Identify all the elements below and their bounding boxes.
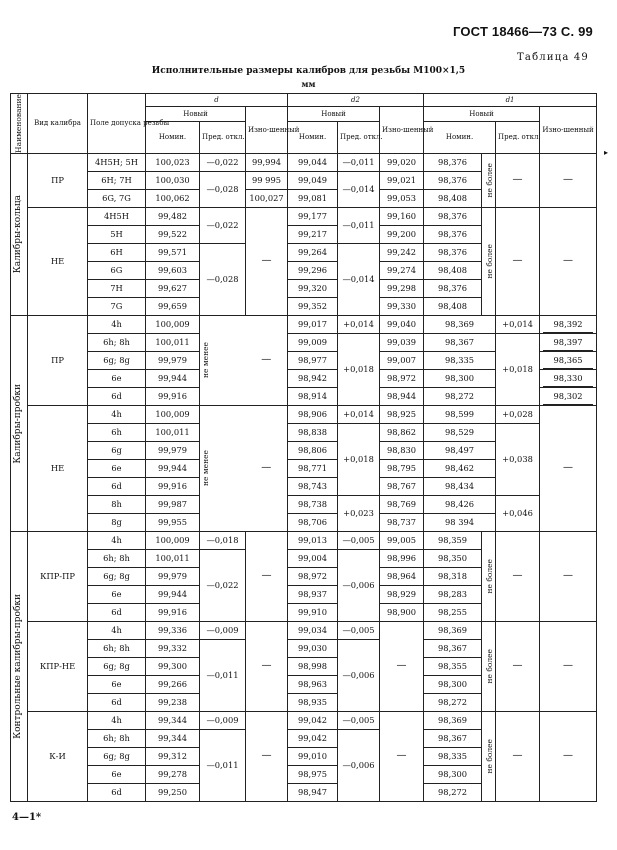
table-cell: —0,006 — [338, 549, 380, 621]
table-cell: 6G — [88, 261, 146, 279]
table-cell: — — [246, 405, 288, 531]
table-cell: 99,217 — [288, 225, 338, 243]
table-cell: 99,944 — [146, 585, 200, 603]
table-cell: 98,335 — [424, 351, 496, 369]
table-cell — [540, 369, 597, 387]
table-title: Исполнительные размеры калибров для резьбы М100×1,5 — [151, 66, 466, 76]
table-cell: 6е — [88, 459, 146, 477]
table-cell: 98,963 — [288, 675, 338, 693]
table-cell: 99,053 — [380, 189, 424, 207]
table-cell: 6g; 8g — [88, 657, 146, 675]
table-cell — [482, 207, 496, 315]
table-cell: Номин. — [288, 121, 338, 153]
table-cell: 100,011 — [146, 549, 200, 567]
cell-text: Контрольные калибры-пробки — [13, 594, 23, 739]
table-cell: 99,278 — [146, 765, 200, 783]
table-row — [11, 531, 597, 549]
table-cell: — — [380, 711, 424, 801]
table-cell: 100,062 — [146, 189, 200, 207]
table-cell: 99,160 — [380, 207, 424, 225]
table-cell: 98,977 — [288, 351, 338, 369]
table-cell: 99,266 — [146, 675, 200, 693]
table-cell: 8g — [88, 513, 146, 531]
table-cell: 6d — [88, 783, 146, 801]
table-cell: —0,018 — [200, 531, 246, 549]
table-cell: 99,004 — [288, 549, 338, 567]
table-cell: ПР — [28, 153, 88, 207]
table-cell: 98,929 — [380, 585, 424, 603]
table-cell: 99,344 — [146, 711, 200, 729]
table-cell: —0,005 — [338, 711, 380, 729]
table-cell: 4h — [88, 711, 146, 729]
table-cell: 100,011 — [146, 333, 200, 351]
table-cell: 5Н — [88, 225, 146, 243]
table-cell: 6g; 8g — [88, 747, 146, 765]
table-cell: 99,042 — [288, 711, 338, 729]
cell-text: не более — [485, 739, 495, 774]
table-cell: 98,795 — [380, 459, 424, 477]
table-cell — [482, 621, 496, 711]
table-cell: 99,344 — [146, 729, 200, 747]
table-cell: 99,042 — [288, 729, 338, 747]
table-cell: Номин. — [424, 121, 496, 153]
table-cell: 98,972 — [380, 369, 424, 387]
table-cell: 98,272 — [424, 783, 482, 801]
table-cell: 6Н; 7Н — [88, 171, 146, 189]
table-cell: 98,300 — [424, 369, 496, 387]
cell-text: d1 — [505, 96, 515, 104]
table-cell: 6h; 8h — [88, 549, 146, 567]
table-cell: 98,272 — [424, 693, 482, 711]
table-cell: 99,007 — [380, 351, 424, 369]
cell-text: не более — [485, 163, 495, 198]
table-cell — [482, 153, 496, 207]
table-cell: 98,935 — [288, 693, 338, 711]
table-cell: 100,011 — [146, 423, 200, 441]
table-row — [11, 495, 597, 513]
table-cell: 99,916 — [146, 603, 200, 621]
table-cell: 99,005 — [380, 531, 424, 549]
table-cell: 98,771 — [288, 459, 338, 477]
table-cell: 98,529 — [424, 423, 496, 441]
table-cell — [540, 351, 597, 369]
table-cell: 98,738 — [288, 495, 338, 513]
table-cell: — — [246, 207, 288, 315]
table-cell: 98,367 — [424, 333, 496, 351]
table-cell: +0,023 — [338, 495, 380, 531]
dimensions-table — [10, 93, 597, 802]
table-cell: 99 995 — [246, 171, 288, 189]
table-cell: 99,627 — [146, 279, 200, 297]
col-pole: Поле допуска резьбы — [88, 94, 146, 154]
table-cell: 99,242 — [380, 243, 424, 261]
table-row — [11, 315, 597, 333]
table-cell: 6g; 8g — [88, 351, 146, 369]
table-cell: 98,369 — [424, 315, 496, 333]
table-cell: 99,522 — [146, 225, 200, 243]
table-cell: Новый — [424, 107, 540, 122]
table-cell: 98,767 — [380, 477, 424, 495]
table-cell: НЕ — [28, 207, 88, 315]
table-cell: —0,005 — [338, 621, 380, 639]
table-cell: 99,320 — [288, 279, 338, 297]
table-cell: 98,942 — [288, 369, 338, 387]
table-cell: НЕ — [28, 405, 88, 531]
table-cell: 98,376 — [424, 153, 482, 171]
table-cell: 6h; 8h — [88, 639, 146, 657]
table-cell: 98,283 — [424, 585, 482, 603]
table-cell: 100,030 — [146, 171, 200, 189]
table-cell: 99,571 — [146, 243, 200, 261]
table-cell: 99,021 — [380, 171, 424, 189]
table-cell: 99,296 — [288, 261, 338, 279]
cell-text: 98,302 — [543, 388, 593, 405]
table-cell: —0,022 — [200, 207, 246, 243]
table-cell: — — [380, 621, 424, 711]
table-cell: 98,996 — [380, 549, 424, 567]
table-cell: 98,838 — [288, 423, 338, 441]
table-cell: 98,830 — [380, 441, 424, 459]
table-cell: 6d — [88, 693, 146, 711]
table-cell: —0,011 — [200, 639, 246, 711]
table-cell: Пред. откл. — [338, 121, 380, 153]
table-cell: 99,177 — [288, 207, 338, 225]
table-cell: — — [496, 621, 540, 711]
table-cell: —0,011 — [200, 729, 246, 801]
table-cell: —0,028 — [200, 171, 246, 207]
table-cell — [540, 333, 597, 351]
table-cell: Изно-шенный — [380, 107, 424, 154]
table-cell: 99,979 — [146, 441, 200, 459]
table-cell: 99,916 — [146, 387, 200, 405]
table-cell: 98,376 — [424, 171, 482, 189]
table-cell: — — [496, 153, 540, 207]
table-cell: 99,030 — [288, 639, 338, 657]
cell-text: не менее — [201, 342, 210, 379]
table-cell: Изно-шенный — [540, 107, 597, 154]
table-cell: 4h — [88, 405, 146, 423]
table-cell — [200, 315, 246, 405]
table-cell: ПР — [28, 315, 88, 405]
col-naimen — [11, 94, 28, 154]
table-row — [11, 423, 597, 441]
table-cell: 99,039 — [380, 333, 424, 351]
table-cell: 6d — [88, 477, 146, 495]
table-cell: +0,038 — [496, 423, 540, 495]
cell-text: не более — [485, 649, 495, 684]
cell-text: не более — [485, 559, 495, 594]
table-cell: 98,599 — [424, 405, 496, 423]
table-cell: 99,979 — [146, 567, 200, 585]
table-cell: 98 394 — [424, 513, 496, 531]
table-cell: — — [246, 531, 288, 621]
cell-text: не более — [485, 244, 495, 279]
table-cell: — — [496, 711, 540, 801]
table-cell: —0,028 — [200, 243, 246, 315]
table-cell: 99,020 — [380, 153, 424, 171]
table-cell — [540, 315, 597, 333]
cell-text: Калибры-кольца — [13, 195, 23, 274]
table-cell — [482, 711, 496, 801]
table-cell: —0,022 — [200, 153, 246, 171]
cell-text: Наименование — [14, 94, 23, 153]
table-cell: 98,255 — [424, 603, 482, 621]
margin-mark: ▸ — [604, 148, 609, 157]
table-cell: 6h — [88, 423, 146, 441]
table-cell: 99,944 — [146, 459, 200, 477]
group-label — [11, 315, 28, 531]
table-cell: 98,737 — [380, 513, 424, 531]
table-cell: 98,376 — [424, 279, 482, 297]
table-cell: —0,011 — [338, 207, 380, 243]
table-cell — [200, 405, 246, 531]
cell-text: 98,365 — [543, 352, 593, 369]
col-d — [146, 94, 288, 107]
table-cell — [482, 531, 496, 621]
table-cell: +0,028 — [496, 405, 540, 423]
table-cell: 98,862 — [380, 423, 424, 441]
table-cell: —0,006 — [338, 729, 380, 801]
table-cell: — — [540, 207, 597, 315]
table-cell: — — [540, 711, 597, 801]
table-cell: 99,987 — [146, 495, 200, 513]
table-cell: —0,006 — [338, 639, 380, 711]
table-cell: Изно-шенный — [246, 107, 288, 154]
table-cell: 4h — [88, 531, 146, 549]
table-cell: 98,369 — [424, 621, 482, 639]
cell-text: 98,397 — [543, 334, 593, 351]
table-row — [11, 207, 597, 225]
table-cell: 99,603 — [146, 261, 200, 279]
cell-text: 98,392 — [543, 316, 593, 333]
table-cell: 98,743 — [288, 477, 338, 495]
table-cell: 98,300 — [424, 765, 482, 783]
table-cell: —0,014 — [338, 243, 380, 315]
table-cell: +0,014 — [496, 315, 540, 333]
col-d1 — [424, 94, 597, 107]
table-cell: — — [246, 315, 288, 405]
table-cell: +0,014 — [338, 405, 380, 423]
table-cell: +0,018 — [338, 333, 380, 405]
table-cell: 98,900 — [380, 603, 424, 621]
table-cell: Пред. откл. — [496, 121, 540, 153]
table-cell: 98,408 — [424, 261, 482, 279]
table-cell: 100,009 — [146, 531, 200, 549]
table-cell: 6g; 8g — [88, 567, 146, 585]
table-cell: 99,010 — [288, 747, 338, 765]
table-cell: Пред. откл. — [200, 121, 246, 153]
table-cell: 98,376 — [424, 225, 482, 243]
table-cell: 99,264 — [288, 243, 338, 261]
table-cell: — — [540, 621, 597, 711]
table-cell: 99,274 — [380, 261, 424, 279]
table-cell: 98,272 — [424, 387, 496, 405]
table-cell: +0,046 — [496, 495, 540, 531]
table-cell: 98,972 — [288, 567, 338, 585]
table-cell: 98,318 — [424, 567, 482, 585]
table-cell: 99,044 — [288, 153, 338, 171]
table-cell: 98,335 — [424, 747, 482, 765]
table-label: Таблица 49 — [517, 52, 589, 63]
table-cell: 98,369 — [424, 711, 482, 729]
cell-text: не менее — [201, 450, 210, 487]
table-cell: 98,376 — [424, 207, 482, 225]
table-cell: 8h — [88, 495, 146, 513]
table-cell: 99,238 — [146, 693, 200, 711]
table-cell: 99,994 — [246, 153, 288, 171]
table-cell: 99,049 — [288, 171, 338, 189]
table-cell: 98,806 — [288, 441, 338, 459]
table-cell: 99,312 — [146, 747, 200, 765]
table-cell: — — [540, 405, 597, 531]
cell-text: d2 — [351, 96, 360, 104]
table-cell: 100,009 — [146, 315, 200, 333]
table-cell: +0,014 — [338, 315, 380, 333]
table-row — [11, 333, 597, 351]
table-row — [11, 153, 597, 171]
table-cell: 98,408 — [424, 297, 482, 315]
table-cell: 98,937 — [288, 585, 338, 603]
table-cell — [540, 387, 597, 405]
table-cell: —0,011 — [338, 153, 380, 171]
table-cell: 98,497 — [424, 441, 496, 459]
table-cell: 6g — [88, 441, 146, 459]
table-cell: 4h — [88, 315, 146, 333]
table-cell: 99,482 — [146, 207, 200, 225]
table-cell: 99,040 — [380, 315, 424, 333]
table-cell: 99,298 — [380, 279, 424, 297]
table-cell: 99,659 — [146, 297, 200, 315]
cell-text: 98,330 — [543, 370, 593, 387]
table-row — [11, 405, 597, 423]
table-cell: 98,925 — [380, 405, 424, 423]
table-cell: 98,426 — [424, 495, 496, 513]
group-label — [11, 531, 28, 801]
table-cell: 6G, 7G — [88, 189, 146, 207]
table-cell: 4Н5Н; 5Н — [88, 153, 146, 171]
table-cell: —0,014 — [338, 171, 380, 207]
table-cell: 6h; 8h — [88, 333, 146, 351]
table-cell: 98,975 — [288, 765, 338, 783]
table-cell: — — [540, 531, 597, 621]
table-cell: —0,022 — [200, 549, 246, 621]
col-d2 — [288, 94, 424, 107]
table-cell: 4Н5Н — [88, 207, 146, 225]
table-cell: 99,013 — [288, 531, 338, 549]
table-cell: 98,944 — [380, 387, 424, 405]
table-cell: 98,434 — [424, 477, 496, 495]
table-cell: Новый — [288, 107, 380, 122]
table-cell: 7Н — [88, 279, 146, 297]
table-cell: Новый — [146, 107, 246, 122]
table-cell: 7G — [88, 297, 146, 315]
table-cell: 98,367 — [424, 729, 482, 747]
table-cell: 98,706 — [288, 513, 338, 531]
table-cell: 99,200 — [380, 225, 424, 243]
group-label — [11, 153, 28, 315]
table-cell: 99,300 — [146, 657, 200, 675]
table-cell: 98,998 — [288, 657, 338, 675]
table-cell: 98,376 — [424, 243, 482, 261]
table-cell: 98,355 — [424, 657, 482, 675]
table-cell: — — [540, 153, 597, 207]
table-cell: 99,034 — [288, 621, 338, 639]
table-cell: +0,018 — [496, 333, 540, 405]
table-cell: 98,914 — [288, 387, 338, 405]
table-row — [11, 621, 597, 639]
table-cell: 99,332 — [146, 639, 200, 657]
page-footer: 4—1* — [12, 812, 42, 823]
unit-label: мм — [301, 79, 316, 89]
table-cell: 98,350 — [424, 549, 482, 567]
table-cell: 99,336 — [146, 621, 200, 639]
table-cell: 100,027 — [246, 189, 288, 207]
table-cell: 6Н — [88, 243, 146, 261]
table-cell: 6е — [88, 675, 146, 693]
table-cell: 99,352 — [288, 297, 338, 315]
table-cell: 99,081 — [288, 189, 338, 207]
table-cell: КПР-ПР — [28, 531, 88, 621]
table-cell: +0,018 — [338, 423, 380, 495]
table-cell: 98,462 — [424, 459, 496, 477]
table-cell: 98,906 — [288, 405, 338, 423]
table-cell: 6е — [88, 585, 146, 603]
table-cell: 99,944 — [146, 369, 200, 387]
table-cell: 6е — [88, 765, 146, 783]
table-cell: 99,017 — [288, 315, 338, 333]
table-cell: 98,367 — [424, 639, 482, 657]
table-cell: 99,009 — [288, 333, 338, 351]
table-cell: 6d — [88, 387, 146, 405]
cell-text: Калибры-пробки — [13, 383, 23, 464]
table-cell: 98,769 — [380, 495, 424, 513]
table-row — [11, 711, 597, 729]
table-cell: 100,023 — [146, 153, 200, 171]
standard-header: ГОСТ 18466—73 С. 99 — [452, 24, 593, 39]
cell-text: d — [214, 96, 219, 104]
table-cell: — — [246, 621, 288, 711]
table-cell: —0,005 — [338, 531, 380, 549]
table-cell: 99,330 — [380, 297, 424, 315]
table-cell: —0,009 — [200, 621, 246, 639]
col-vid: Вид калибра — [28, 94, 88, 154]
table-cell: 98,408 — [424, 189, 482, 207]
table-cell: 98,300 — [424, 675, 482, 693]
table-cell: 6h; 8h — [88, 729, 146, 747]
table-cell: 4h — [88, 621, 146, 639]
table-cell: Номин. — [146, 121, 200, 153]
table-cell: 99,910 — [288, 603, 338, 621]
table-cell: КПР-НЕ — [28, 621, 88, 711]
table-cell: 98,947 — [288, 783, 338, 801]
table-cell: 99,916 — [146, 477, 200, 495]
table-cell: 99,250 — [146, 783, 200, 801]
table-cell: 98,964 — [380, 567, 424, 585]
table-cell: —0,009 — [200, 711, 246, 729]
table-cell: — — [246, 711, 288, 801]
table-cell: 98,359 — [424, 531, 482, 549]
table-cell: 6е — [88, 369, 146, 387]
table-cell: К-И — [28, 711, 88, 801]
table-cell: — — [496, 207, 540, 315]
table-cell: 100,009 — [146, 405, 200, 423]
table-cell: 6d — [88, 603, 146, 621]
table-cell: 99,955 — [146, 513, 200, 531]
table-cell: — — [496, 531, 540, 621]
table-cell: 99,979 — [146, 351, 200, 369]
